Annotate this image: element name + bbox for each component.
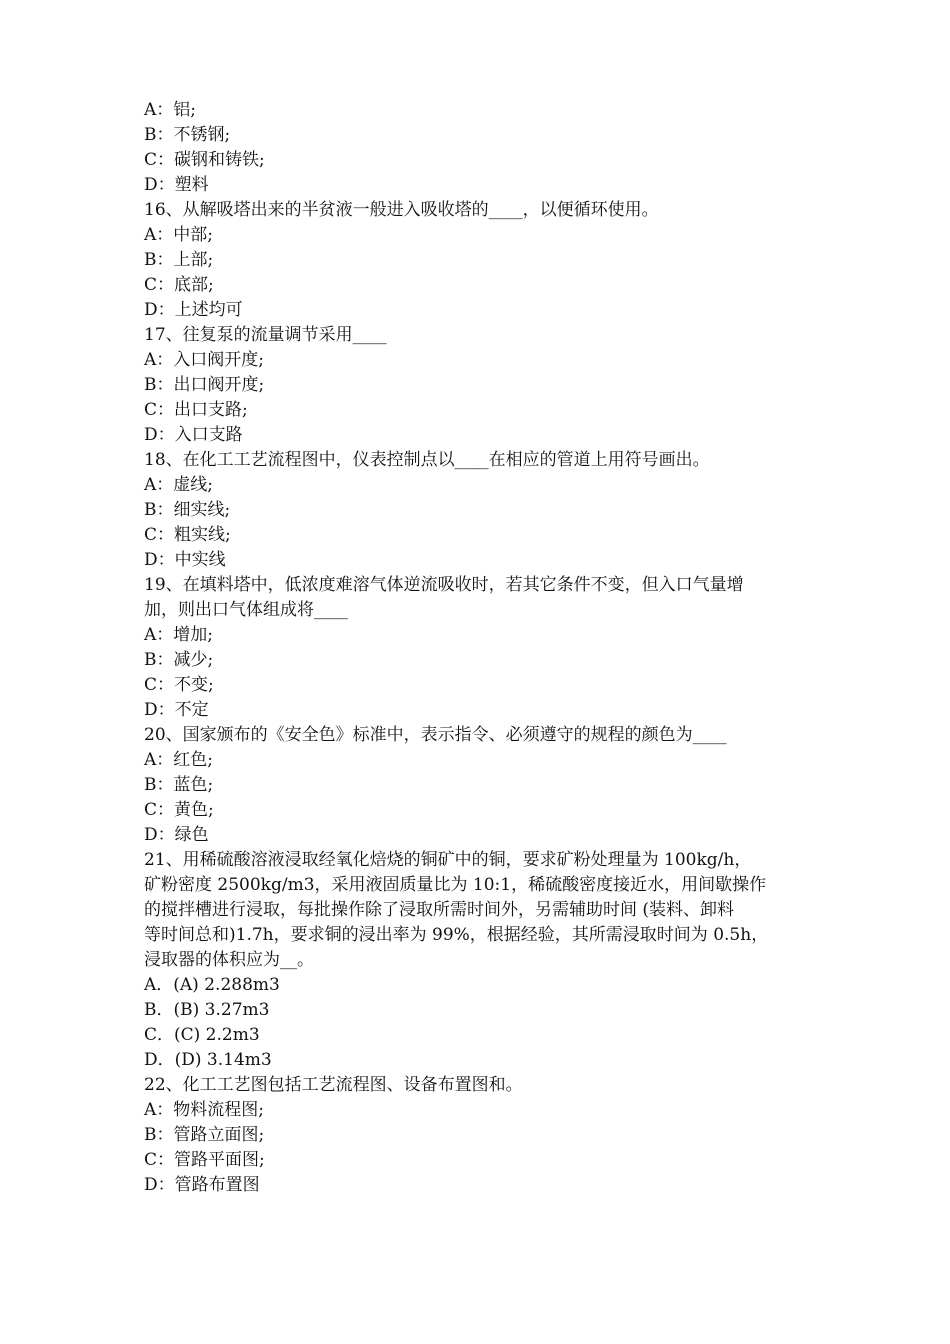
- option-c-q20: C：黄色;: [144, 800, 214, 820]
- option-a-q17: A：入口阀开度;: [144, 350, 265, 370]
- option-c-q19: C：不变;: [144, 675, 214, 695]
- option-b-q17: B：出口阀开度;: [144, 375, 265, 395]
- option-b-q22: B：管路立面图;: [144, 1125, 265, 1145]
- question-21-line-1: 21、用稀硫酸溶液浸取经氧化焙烧的铜矿中的铜，要求矿粉处理量为 100kg/h，: [144, 850, 752, 870]
- option-d-q16: D：上述均可: [144, 300, 243, 320]
- option-c-q18: C：粗实线;: [144, 525, 231, 545]
- question-17: 17、往复泵的流量调节采用____: [144, 325, 387, 345]
- option-c-q22: C：管路平面图;: [144, 1150, 265, 1170]
- option-a-q15: A：铝;: [144, 100, 197, 120]
- question-21-line-4: 等时间总和)1.7h，要求铜的浸出率为 99%，根据经验，其所需浸取时间为 0.5h，: [144, 925, 769, 945]
- option-c-q21: C．(C) 2.2m3: [144, 1025, 260, 1045]
- option-b-q21: B．(B) 3.27m3: [144, 1000, 270, 1020]
- option-b-q15: B：不锈钢;: [144, 125, 231, 145]
- option-d-q20: D：绿色: [144, 825, 209, 845]
- option-a-q22: A：物料流程图;: [144, 1100, 265, 1120]
- option-d-q18: D：中实线: [144, 550, 226, 570]
- option-b-q16: B：上部;: [144, 250, 214, 270]
- question-16: 16、从解吸塔出来的半贫液一般进入吸收塔的____，以便循环使用。: [144, 200, 659, 220]
- question-22: 22、化工工艺图包括工艺流程图、设备布置图和。: [144, 1075, 523, 1095]
- option-d-q22: D：管路布置图: [144, 1175, 260, 1195]
- document-body: [144, 98, 816, 1198]
- option-d-q15: D：塑料: [144, 175, 209, 195]
- option-b-q18: B：细实线;: [144, 500, 231, 520]
- question-21-line-2: 矿粉密度 2500kg/m3，采用液固质量比为 10:1，稀硫酸密度接近水，用间歇操作: [144, 875, 767, 895]
- option-d-q21: D．(D) 3.14m3: [144, 1050, 272, 1070]
- option-d-q19: D：不定: [144, 700, 209, 720]
- option-a-q19: A：增加;: [144, 625, 214, 645]
- option-c-q16: C：底部;: [144, 275, 214, 295]
- option-b-q19: B：减少;: [144, 650, 214, 670]
- option-c-q15: C：碳钢和铸铁;: [144, 150, 265, 170]
- option-a-q16: A：中部;: [144, 225, 214, 245]
- question-21-line-3: 的搅拌槽进行浸取，每批操作除了浸取所需时间外，另需辅助时间 (装料、卸料: [144, 900, 735, 920]
- option-c-q17: C：出口支路;: [144, 400, 248, 420]
- option-a-q20: A：红色;: [144, 750, 214, 770]
- option-d-q17: D：入口支路: [144, 425, 243, 445]
- option-b-q20: B：蓝色;: [144, 775, 214, 795]
- question-21-line-5: 浸取器的体积应为__。: [144, 950, 314, 970]
- question-19-line-1: 19、在填料塔中，低浓度难溶气体逆流吸收时，若其它条件不变，但入口气量增: [144, 575, 744, 595]
- question-19-line-2: 加，则出口气体组成将____: [144, 600, 348, 620]
- question-20: 20、国家颁布的《安全色》标准中，表示指令、必须遵守的规程的颜色为____: [144, 725, 727, 745]
- question-18: 18、在化工工艺流程图中，仪表控制点以____在相应的管道上用符号画出。: [144, 450, 710, 470]
- option-a-q21: A．(A) 2.288m3: [144, 975, 280, 995]
- option-a-q18: A：虚线;: [144, 475, 214, 495]
